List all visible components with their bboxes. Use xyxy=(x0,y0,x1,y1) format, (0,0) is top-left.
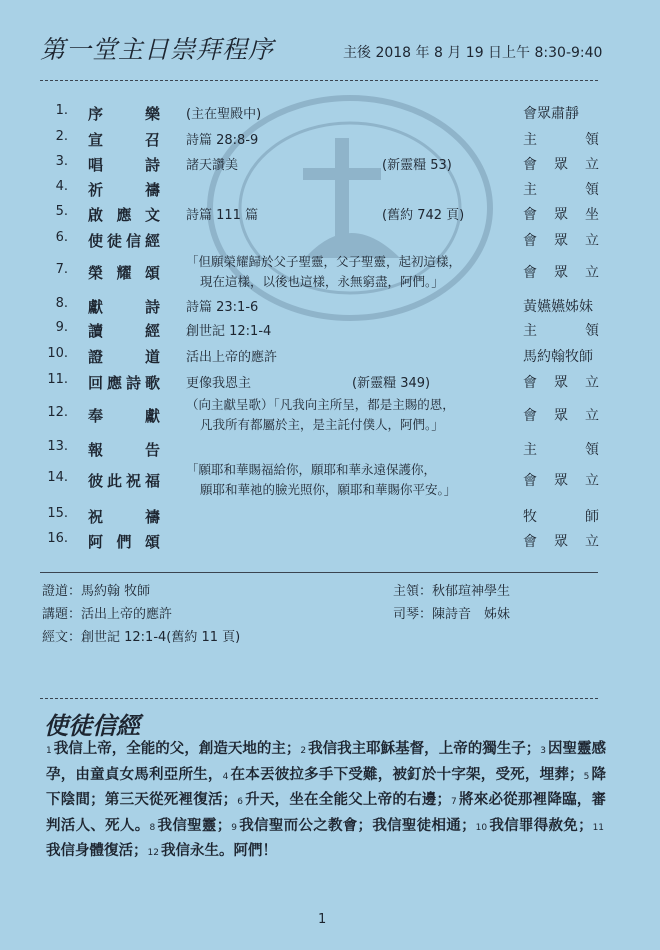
glory-quote-line: 「但願榮耀歸於父子聖靈，父子聖靈，起初這樣， xyxy=(186,254,462,269)
topic-info: 講題：活出上帝的應許 xyxy=(42,607,173,622)
program-number: 12. xyxy=(47,405,68,420)
creed-verse-number: 11 xyxy=(592,822,605,833)
creed-verse-number: 10 xyxy=(475,822,488,833)
program-divider xyxy=(40,572,598,573)
program-content: 詩篇 23:1-6 xyxy=(186,300,259,315)
creed-title: 使徒信經 xyxy=(44,711,140,740)
program-leader: 會 眾 坐 xyxy=(523,207,599,223)
program-content: 創世記 12:1-4 xyxy=(186,324,272,339)
pianist-info: 司琴：陳詩音 姊妹 xyxy=(393,607,511,622)
program-row xyxy=(0,230,660,254)
program-row xyxy=(0,506,660,530)
creed-verse: 我信我主耶穌基督，上帝的獨生子； xyxy=(308,741,541,757)
program-item: 使 徒 信 經 xyxy=(88,232,160,250)
program-row xyxy=(0,531,660,555)
program-item: 報 告 xyxy=(88,441,160,459)
creed-verse-number: 12 xyxy=(147,848,159,858)
creed-verse-number: 8 xyxy=(149,822,156,833)
program-item: 序 樂 xyxy=(88,105,160,123)
creed-verse: 我信永生。阿們！ xyxy=(160,843,277,859)
preacher-info: 證道：馬約翰 牧師 xyxy=(42,584,151,599)
page-title: 第一堂主日崇拜程序 xyxy=(40,35,275,64)
program-leader: 會眾肅靜 xyxy=(523,106,579,122)
program-leader: 會 眾 立 xyxy=(523,157,599,173)
program-leader: 會 眾 立 xyxy=(523,473,599,489)
program-leader: 主 領 xyxy=(523,182,599,198)
program-number: 14. xyxy=(47,470,68,485)
program-row xyxy=(0,179,660,203)
blessing-quote xyxy=(186,460,456,500)
program-number: 15. xyxy=(47,506,68,521)
program-number: 10. xyxy=(47,346,68,361)
program-item: 彼 此 祝 福 xyxy=(88,472,160,490)
program-item: 獻 詩 xyxy=(88,298,160,316)
creed-verse: 我信罪得赦免； xyxy=(489,817,593,834)
program-leader: 會 眾 立 xyxy=(523,233,599,249)
program-number: 7. xyxy=(55,262,68,277)
creed-verse-number: 5 xyxy=(583,771,590,782)
creed-divider xyxy=(40,698,598,699)
program-item: 宣 召 xyxy=(88,131,160,149)
program-leader: 牧 師 xyxy=(523,509,599,525)
program-leader: 會 眾 立 xyxy=(523,408,599,424)
program-number: 9. xyxy=(55,320,68,335)
program-row xyxy=(0,372,660,396)
program-number: 4. xyxy=(55,179,68,194)
creed-verse-number: 9 xyxy=(231,822,237,833)
program-leader: 黃嬿嬿姊妹 xyxy=(523,299,593,315)
program-content: 詩篇 28:8-9 xyxy=(186,133,259,148)
program-leader: 會 眾 立 xyxy=(523,375,599,391)
program-content: 諸天讚美 xyxy=(186,158,239,173)
program-row xyxy=(0,129,660,153)
program-item: 祈 禱 xyxy=(88,181,160,199)
program-content: 活出上帝的應許 xyxy=(186,350,278,365)
creed-verse: 將來必從那裡降臨，審判活人、死人。 xyxy=(46,792,607,834)
program-item: 榮 耀 頌 xyxy=(88,264,160,282)
program-reference: (新靈糧 349) xyxy=(352,376,431,391)
glory-quote xyxy=(186,252,461,292)
program-row xyxy=(0,296,660,320)
program-leader: 會 眾 立 xyxy=(523,265,599,281)
program-number: 2. xyxy=(55,129,68,144)
creed-verse-number: 7 xyxy=(451,797,457,807)
creed-verse: 我信聖而公之教會；我信聖徒相通； xyxy=(238,817,476,834)
creed-verse: 我信身體復活； xyxy=(46,843,148,859)
program-item: 奉 獻 xyxy=(88,407,160,425)
creed-verse: 降下陰間；第三天從死裡復活； xyxy=(46,766,607,808)
program-row xyxy=(0,103,660,127)
program-row xyxy=(0,154,660,178)
program-number: 13. xyxy=(47,439,68,454)
program-content: (主在聖殿中) xyxy=(186,107,262,122)
creed-verse: 升天，坐在全能父上帝的右邊； xyxy=(244,792,452,808)
program-item: 阿 們 頌 xyxy=(88,533,160,551)
creed-verse: 在本丟彼拉多手下受難，被釘於十字架，受死，埋葬； xyxy=(230,766,584,783)
program-number: 6. xyxy=(55,230,68,245)
worship-leader-info: 主領：秋郁瑄神學生 xyxy=(393,584,511,599)
creed-verse-number: 2 xyxy=(300,746,307,756)
glory-quote-line: 現在這樣，以後也這樣，永無窮盡，阿們。」 xyxy=(200,274,444,289)
blessing-quote-line: 「願耶和華賜福給你，願耶和華永遠保護你， xyxy=(186,462,437,477)
program-leader: 主 領 xyxy=(523,323,599,339)
program-item: 讀 經 xyxy=(88,322,160,340)
creed-verse-number: 4 xyxy=(222,771,229,782)
creed-verse-number: 1 xyxy=(46,746,52,756)
program-item: 啟 應 文 xyxy=(88,206,160,224)
program-content: 更像我恩主 xyxy=(186,376,252,391)
program-item: 證 道 xyxy=(88,348,160,366)
offering-quote xyxy=(186,395,455,435)
program-number: 3. xyxy=(55,154,68,169)
page-number: 1 xyxy=(318,912,327,927)
program-leader: 會 眾 立 xyxy=(523,534,599,550)
program-number: 5. xyxy=(55,204,68,219)
program-item: 回 應 詩 歌 xyxy=(88,374,160,392)
offering-quote-line: （向主獻呈歌）「凡我向主所呈，都是主賜的恩， xyxy=(186,397,455,412)
blessing-quote-line: 願耶和華祂的臉光照你，願耶和華賜你平安。」 xyxy=(200,482,457,497)
program-leader: 主 領 xyxy=(523,132,599,148)
program-content: 詩篇 111 篇 xyxy=(186,208,259,223)
program-reference: (舊約 742 頁) xyxy=(382,208,465,223)
program-number: 8. xyxy=(55,296,68,311)
program-row xyxy=(0,204,660,228)
program-leader: 主 領 xyxy=(523,442,599,458)
creed-verse-number: 6 xyxy=(237,797,243,807)
scripture-info: 經文：創世記 12:1-4(舊約 11 頁) xyxy=(42,630,241,645)
service-date: 主後 2018 年 8 月 19 日上午 8:30-9:40 xyxy=(343,45,603,61)
program-row xyxy=(0,346,660,370)
creed-text xyxy=(46,738,606,866)
creed-verse: 我信上帝，全能的父，創造天地的主； xyxy=(53,741,301,757)
program-row xyxy=(0,320,660,344)
creed-verse-number: 3 xyxy=(540,746,546,756)
program-number: 11. xyxy=(47,372,68,387)
program-number: 1. xyxy=(55,103,68,118)
program-number: 16. xyxy=(47,531,68,546)
program-item: 祝 禱 xyxy=(88,508,160,526)
program-item: 唱 詩 xyxy=(88,156,160,174)
program-leader: 馬約翰牧師 xyxy=(523,349,593,365)
header-divider xyxy=(40,80,598,81)
creed-verse: 因聖靈感孕，由童貞女馬利亞所生， xyxy=(46,741,607,783)
creed-verse: 我信聖靈； xyxy=(157,817,232,834)
offering-quote-line: 凡我所有都屬於主，是主託付僕人，阿們。」 xyxy=(200,417,444,432)
program-reference: (新靈糧 53) xyxy=(382,158,452,173)
